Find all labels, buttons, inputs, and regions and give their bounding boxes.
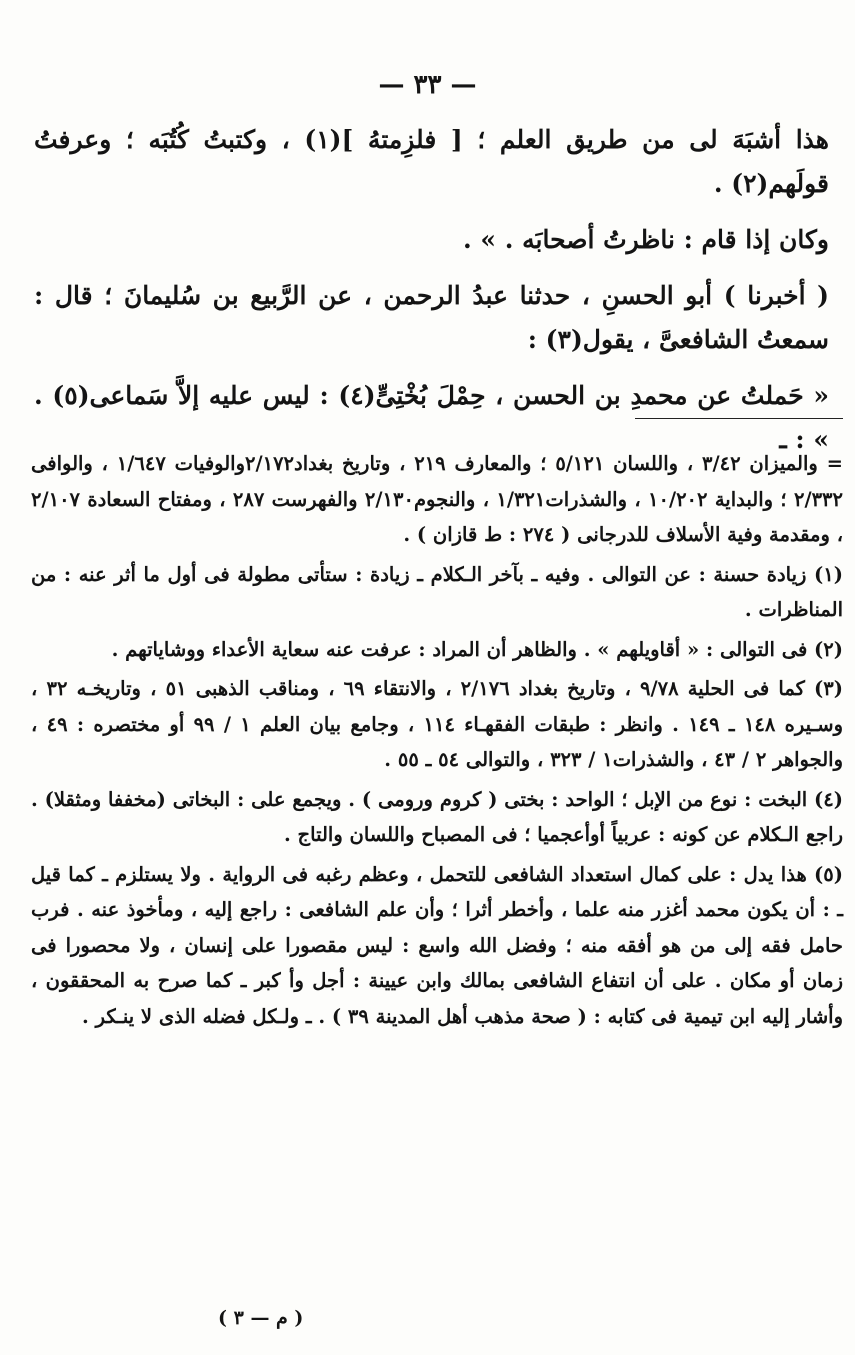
footnote-3: (٣) كما فى الحلية ٩/٧٨ ، وتاريخ بغداد ٢/١٧٦ ، والانتقاء ٦٩ ، ومناقب الذهبى ٥١ ، وتاريخـه ٣٢ ، وسـيره ١٤٨ ـ ١٤٩ . وانظر : طبقات الفقهـاء ١١٤ ، وجامع بيان العلم ١ / ٩٩ أو مختصره : ٤٩ ، والجواهر ٢ / ٤٣ ، والشذرات١ / ٣٢٣ ، والتوالى ٥٤ ـ ٥٥ . [31,677,843,771]
main-paragraph: وكان إذا قام : ناظرتُ أصحابَه . » . [462,225,829,254]
main-paragraph: هذا أشبَهَ لى من طريق العلم ؛ [ فلزِمتهُ ](١) ، وكتبتُ كُتُبَه ؛ وعرفتُ قولَهم(٢) . [34,125,829,198]
page-number: — ٣٣ — [378,70,477,100]
footnote-divider [635,418,843,419]
main-paragraph: « حَملتُ عن محمدِ بن الحسن ، حِمْلَ بُخْتِىٍّ(٤) : ليس عليه إلاَّ سَماعى(٥) . » : ـ [34,381,829,454]
footnote-5: (٥) هذا يدل : على كمال استعداد الشافعى للتحمل ، وعظم رغبه فى الرواية . ولا يستلزم ـ كما قيل ـ : أن يكون محمد أغزر منه علما ، وأخطر أثرا ؛ وأن علم الشافعى : راجع إليه ، ومأخوذ عنه . فرب حامل فقه إلى من هو أفقه منه ؛ وفضل الله واسع : ليس مقصورا على إنسان ، ولا محصورا فى زمان أو مكان . على أن انتفاع الشافعى بمالك وابن عيينة : أجل وأ كبر ـ كما صرح به المحققون ، وأشار إليه ابن تيمية فى كتابه : ( صحة مذهب أهل المدينة ٣٩ ) . ـ ولـكل فضله الذى لا ينـكر . [31,862,843,1028]
printer-signature: ( م — ٣ ) [218,1307,304,1329]
footnote-continuation: = والميزان ٣/٤٢ ، واللسان ٥/١٢١ ؛ والمعارف ٢١٩ ، وتاريخ بغداد٢/١٧٢والوفيات ١/٦٤٧ ، والوافى ٢/٣٣٢ ؛ والبداية ١٠/٢٠٢ ، والشذرات١/٣٢١ ، والنجوم٢/١٣٠ والفهرست ٢٨٧ ، ومفتاح السعادة ٢/١٠٧ ، ومقدمة وفية الأسلاف للدرجانى ( ٢٧٤ : ط قازان ) . [31,452,843,546]
footnote-1: (١) زيادة حسنة : عن التوالى . وفيه ـ بآخر الـكلام ـ زيادة : ستأتى مطولة فى أول ما أثر عنه : من المناظرات . [31,562,843,621]
footnote-2: (٢) فى التوالى : « أقاويلهم » . والظاهر أن المراد : عرفت عنه سعاية الأعداء ووشاياتهم . [111,637,843,661]
footnotes [31,446,843,1038]
main-paragraph: ( أخبرنا ) أبو الحسنِ ، حدثنا عبدُ الرحمن ، عن الرَّبيع بن سُليمانَ ؛ قال : سمعتُ الشافعىَّ ، يقول(٣) : [34,281,829,354]
main-text [34,118,829,474]
footnote-4: (٤) البخت : نوع من الإبل ؛ الواحد : بختى ( كروم ورومى ) . ويجمع على : البخاتى (مخففا ومثقلا) . راجع الـكلام عن كونه : عربياً أوأعجميا ؛ فى المصباح واللسان والتاج . [31,787,843,846]
